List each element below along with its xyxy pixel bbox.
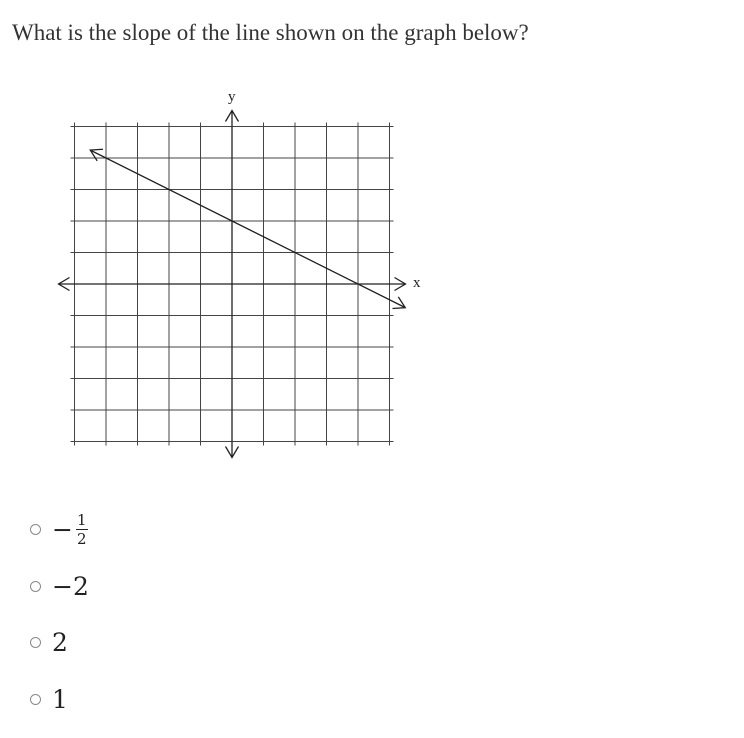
radio-button[interactable] xyxy=(30,694,41,705)
choice-math: −2 xyxy=(52,572,89,601)
x-axis-label: x xyxy=(413,275,421,291)
choice-math xyxy=(52,512,88,547)
choice-two[interactable] xyxy=(30,628,68,657)
radio-button[interactable] xyxy=(30,524,41,535)
axes xyxy=(59,111,406,458)
radio-button[interactable] xyxy=(30,581,41,592)
choice-neg-two[interactable] xyxy=(30,572,89,601)
choice-math: 1 xyxy=(52,685,68,714)
fraction-denominator: 2 xyxy=(76,530,87,548)
y-axis-label: y xyxy=(228,89,236,105)
fraction-numerator: 1 xyxy=(76,511,87,529)
choice-neg-one-half[interactable] xyxy=(30,512,88,547)
question-text: What is the slope of the line shown on the graph below? xyxy=(12,20,529,45)
radio-button[interactable] xyxy=(30,637,41,648)
fraction xyxy=(76,512,88,547)
choice-math: 2 xyxy=(52,628,68,657)
minus-sign: − xyxy=(52,515,73,544)
choice-one[interactable] xyxy=(30,685,68,714)
